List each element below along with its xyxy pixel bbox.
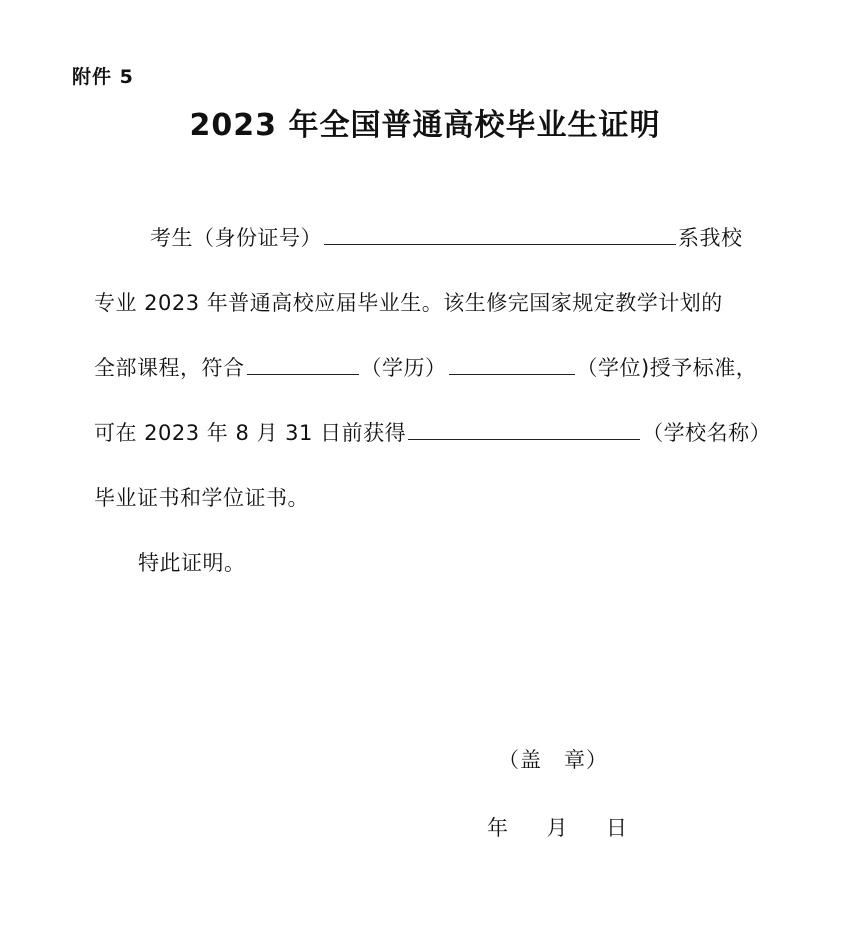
seal-label: （盖 章）	[498, 748, 608, 772]
year-label: 年	[487, 816, 508, 840]
degree-blank[interactable]	[449, 352, 575, 375]
deadline-text: 可在 2023 年 8 月 31 日前获得	[94, 421, 407, 445]
body-line-5: 毕业证书和学位证书。	[94, 486, 309, 510]
day-label: 日	[606, 816, 627, 840]
id-number-blank[interactable]	[324, 222, 676, 245]
degree-label: （学位)授予标准，	[576, 356, 758, 380]
body-line-1	[150, 222, 743, 252]
school-name-label: （学校名称）	[642, 421, 772, 445]
body-line-2: 专业 2023 年普通高校应届毕业生。该生修完国家规定教学计划的	[94, 291, 723, 315]
body-line-3	[94, 352, 757, 382]
month-label: 月	[546, 816, 568, 840]
school-name-blank[interactable]	[408, 417, 640, 440]
body-line-4	[94, 417, 771, 447]
education-blank[interactable]	[247, 352, 359, 375]
id-label: 考生（身份证号）	[150, 226, 322, 250]
attachment-label: 附件 5	[72, 66, 134, 88]
school-label: 系我校	[678, 226, 743, 250]
date-field	[487, 812, 627, 842]
body-line-6: 特此证明。	[138, 551, 246, 575]
education-label: （学历）	[360, 356, 447, 380]
courses-text: 全部课程，符合	[94, 356, 245, 380]
document-title: 2023 年全国普通高校毕业生证明	[189, 108, 661, 143]
